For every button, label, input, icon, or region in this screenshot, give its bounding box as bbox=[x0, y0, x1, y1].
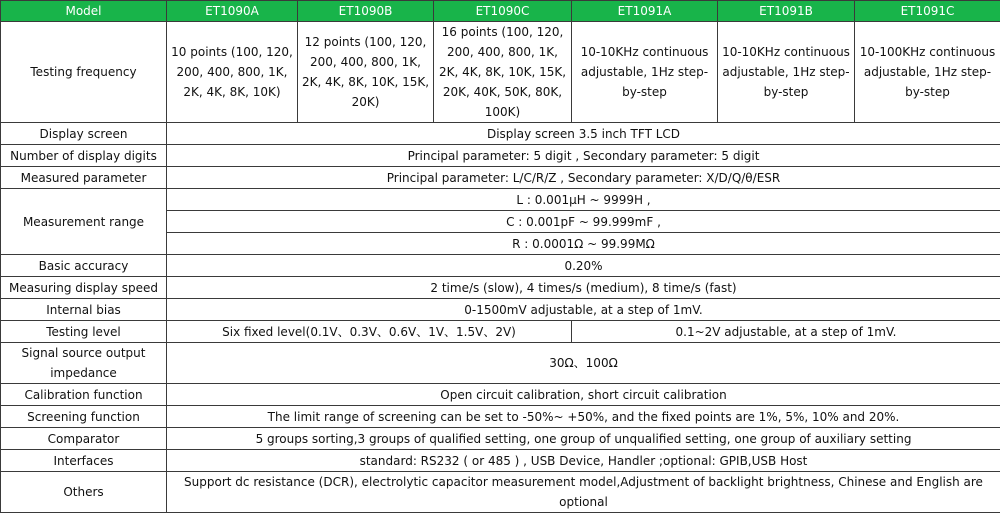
label-display-speed: Measuring display speed bbox=[1, 277, 167, 299]
row-measured-parameter bbox=[1, 167, 1000, 189]
row-testing-frequency bbox=[1, 22, 1000, 123]
row-basic-accuracy bbox=[1, 255, 1000, 277]
label-signal-impedance: Signal source output impedance bbox=[1, 343, 167, 384]
label-internal-bias: Internal bias bbox=[1, 299, 167, 321]
label-measured-parameter: Measured parameter bbox=[1, 167, 167, 189]
label-basic-accuracy: Basic accuracy bbox=[1, 255, 167, 277]
label-measurement-range: Measurement range bbox=[1, 189, 167, 255]
cell-range-r: R : 0.0001Ω ~ 99.99MΩ bbox=[167, 233, 1000, 255]
cell-calibration: Open circuit calibration, short circuit calibration bbox=[167, 384, 1000, 406]
row-measurement-range-l bbox=[1, 189, 1000, 211]
header-et1090a: ET1090A bbox=[167, 1, 298, 22]
row-display-screen bbox=[1, 123, 1000, 145]
cell-range-c: C : 0.001pF ~ 99.999mF , bbox=[167, 211, 1000, 233]
cell-display-speed: 2 time/s (slow), 4 times/s (medium), 8 time/s (fast) bbox=[167, 277, 1000, 299]
cell-comparator: 5 groups sorting,3 groups of qualified setting, one group of unqualified setting, one group of auxiliary setting bbox=[167, 428, 1000, 450]
cell-others: Support dc resistance (DCR), electrolytic capacitor measurement model,Adjustment of backlight brightness, Chinese and English are optional bbox=[167, 472, 1000, 513]
cell-frequency-et1091a: 10-10KHz continuous adjustable, 1Hz step-by-step bbox=[572, 22, 718, 123]
row-signal-impedance bbox=[1, 343, 1000, 384]
header-et1091a: ET1091A bbox=[572, 1, 718, 22]
label-testing-frequency: Testing frequency bbox=[1, 22, 167, 123]
row-testing-level bbox=[1, 321, 1000, 343]
cell-display-digits: Principal parameter: 5 digit , Secondary parameter: 5 digit bbox=[167, 145, 1000, 167]
cell-signal-impedance: 30Ω、100Ω bbox=[167, 343, 1000, 384]
row-interfaces bbox=[1, 450, 1000, 472]
header-row bbox=[1, 1, 1000, 22]
cell-frequency-et1091c: 10-100KHz continuous adjustable, 1Hz step-by-step bbox=[855, 22, 1000, 123]
header-et1090c: ET1090C bbox=[434, 1, 572, 22]
label-testing-level: Testing level bbox=[1, 321, 167, 343]
cell-testing-level-fixed: Six fixed level(0.1V、0.3V、0.6V、1V、1.5V、2V) bbox=[167, 321, 572, 343]
cell-interfaces: standard: RS232 ( or 485 ) , USB Device, Handler ;optional: GPIB,USB Host bbox=[167, 450, 1000, 472]
header-et1091b: ET1091B bbox=[718, 1, 855, 22]
label-display-screen: Display screen bbox=[1, 123, 167, 145]
cell-range-l: L : 0.001μH ~ 9999H , bbox=[167, 189, 1000, 211]
cell-display-screen: Display screen 3.5 inch TFT LCD bbox=[167, 123, 1000, 145]
row-display-speed bbox=[1, 277, 1000, 299]
row-comparator bbox=[1, 428, 1000, 450]
row-display-digits bbox=[1, 145, 1000, 167]
cell-measured-parameter: Principal parameter: L/C/R/Z , Secondary parameter: X/D/Q/θ/ESR bbox=[167, 167, 1000, 189]
cell-frequency-et1090c: 16 points (100, 120, 200, 400, 800, 1K, 2K, 4K, 8K, 10K, 15K, 20K, 40K, 50K, 80K, 100K) bbox=[434, 22, 572, 123]
cell-frequency-et1091b: 10-10KHz continuous adjustable, 1Hz step-by-step bbox=[718, 22, 855, 123]
cell-basic-accuracy: 0.20% bbox=[167, 255, 1000, 277]
row-calibration bbox=[1, 384, 1000, 406]
cell-screening: The limit range of screening can be set to -50%~ +50%, and the fixed points are 1%, 5%, 10% and 20%. bbox=[167, 406, 1000, 428]
label-comparator: Comparator bbox=[1, 428, 167, 450]
label-interfaces: Interfaces bbox=[1, 450, 167, 472]
cell-frequency-et1090b: 12 points (100, 120, 200, 400, 800, 1K, 2K, 4K, 8K, 10K, 15K, 20K) bbox=[298, 22, 434, 123]
cell-testing-level-adjustable: 0.1~2V adjustable, at a step of 1mV. bbox=[572, 321, 1000, 343]
header-model: Model bbox=[1, 1, 167, 22]
label-display-digits: Number of display digits bbox=[1, 145, 167, 167]
cell-frequency-et1090a: 10 points (100, 120, 200, 400, 800, 1K, 2K, 4K, 8K, 10K) bbox=[167, 22, 298, 123]
cell-internal-bias: 0-1500mV adjustable, at a step of 1mV. bbox=[167, 299, 1000, 321]
row-internal-bias bbox=[1, 299, 1000, 321]
label-calibration: Calibration function bbox=[1, 384, 167, 406]
label-others: Others bbox=[1, 472, 167, 513]
row-others bbox=[1, 472, 1000, 513]
header-et1091c: ET1091C bbox=[855, 1, 1000, 22]
label-screening: Screening function bbox=[1, 406, 167, 428]
row-screening bbox=[1, 406, 1000, 428]
header-et1090b: ET1090B bbox=[298, 1, 434, 22]
